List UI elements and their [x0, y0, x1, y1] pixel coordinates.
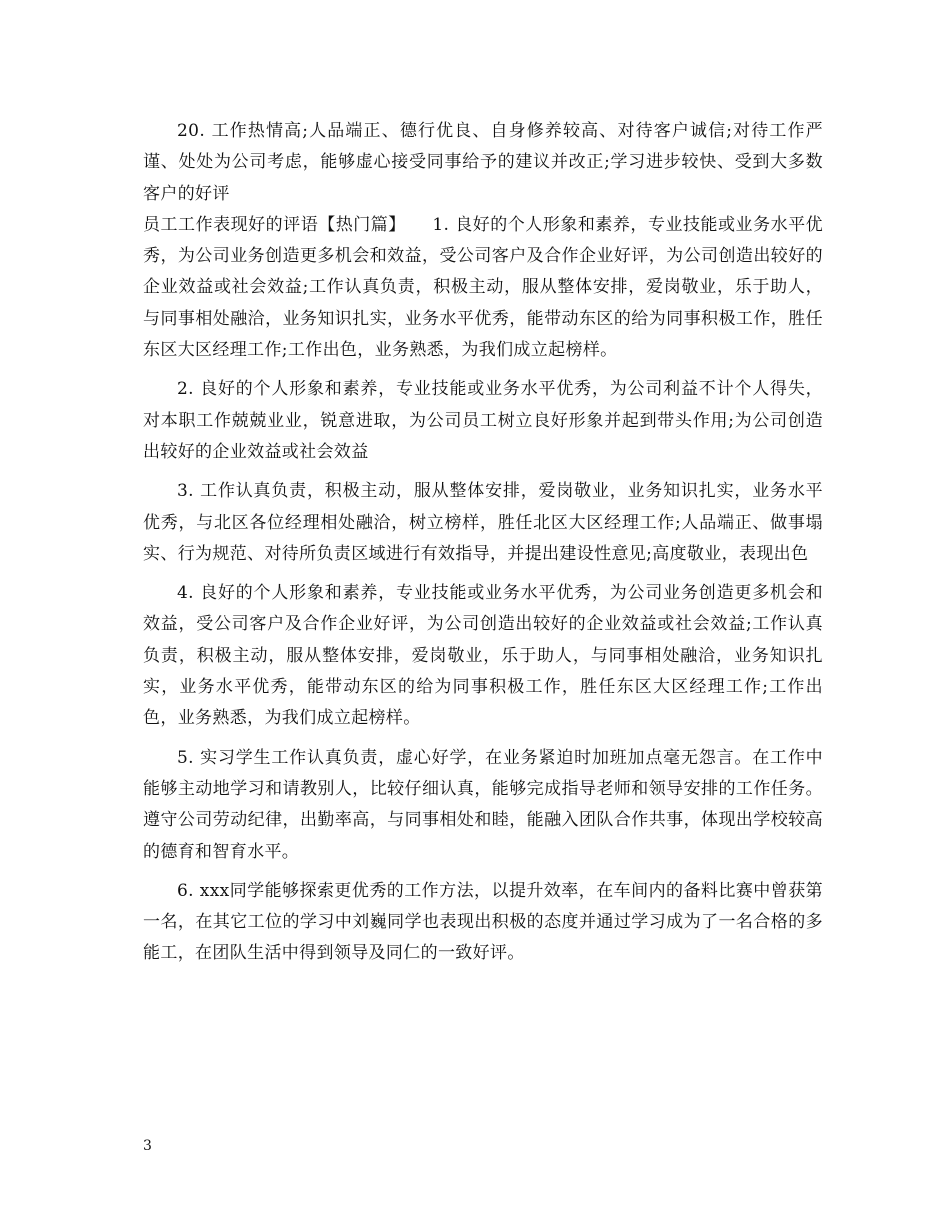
- paragraph-item-3: 3. 工作认真负责，积极主动，服从整体安排，爱岗敬业，业务知识扎实，业务水平优秀，与北区各位经理相处融洽，树立榜样，胜任北区大区经理工作;人品端正、做事塌实、行为规范、对待所负责区域进行有效指导，并提出建设性意见;高度敬业，表现出色: [143, 481, 823, 564]
- paragraph-item-4: 4. 良好的个人形象和素养，专业技能或业务水平优秀，为公司业务创造更多机会和效益，受公司客户及合作企业好评，为公司创造出较好的企业效益或社会效益;工作认真负责，积极主动，服从整体安排，爱岗敬业，乐于助人，与同事相处融洽，业务知识扎实，业务水平优秀，能带动东区的给为同事积极工作，胜任东区大区经理工作;工作出色，业务熟悉，为我们成立起榜样。: [143, 583, 823, 729]
- document-body: [143, 116, 823, 970]
- page-number: 3: [143, 1138, 152, 1154]
- section-heading-paragraph: 员工工作表现好的评语【热门篇】 1. 良好的个人形象和素养，专业技能或业务水平优秀，为公司业务创造更多机会和效益，受公司客户及合作企业好评，为公司创造出较好的企业效益或社会效益;工作认真负责，积极主动，服从整体安排，爱岗敬业，乐于助人，与同事相处融洽，业务知识扎实，业务水平优秀，能带动东区的给为同事积极工作，胜任东区大区经理工作;工作出色，业务熟悉，为我们成立起榜样。: [143, 214, 823, 361]
- paragraph-item-20: 20. 工作热情高;人品端正、德行优良、自身修养较高、对待客户诚信;对待工作严谨、处处为公司考虑，能够虚心接受同事给予的建议并改正;学习进步较快、受到大多数客户的好评: [143, 121, 823, 204]
- paragraph-item-6: 6. xxx同学能够探索更优秀的工作方法，以提升效率，在车间内的备料比赛中曾获第一名，在其它工位的学习中刘巍同学也表现出积极的态度并通过学习成为了一名合格的多能工，在团队生活中得到领导及同仁的一致好评。: [143, 880, 823, 964]
- paragraph-item-2: 2. 良好的个人形象和素养，专业技能或业务水平优秀，为公司利益不计个人得失，对本职工作兢兢业业，锐意进取，为公司员工树立良好形象并起到带头作用;为公司创造出较好的企业效益或社会效益: [143, 379, 823, 462]
- paragraph-item-5: 5. 实习学生工作认真负责，虚心好学，在业务紧迫时加班加点毫无怨言。在工作中能够主动地学习和请教别人，比较仔细认真，能够完成指导老师和领导安排的工作任务。遵守公司劳动纪律，出勤率高，与同事相处和睦，能融入团队合作共事，体现出学校较高的德育和智育水平。: [143, 747, 823, 862]
